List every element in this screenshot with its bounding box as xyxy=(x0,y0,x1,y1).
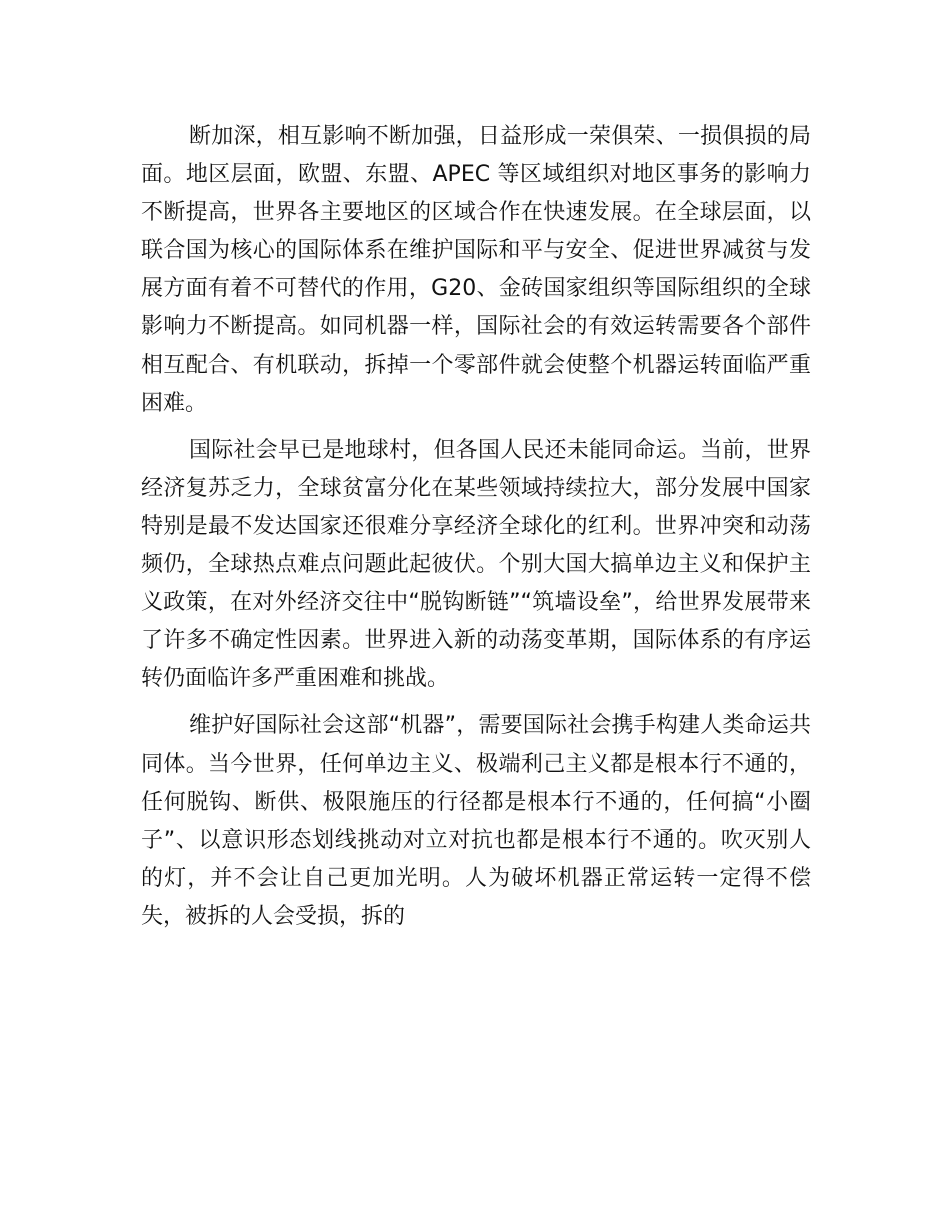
document-body xyxy=(141,118,811,945)
paragraph-2: 国际社会早已是地球村，但各国人民还未能同命运。当前，世界经济复苏乏力，全球贫富分化在某些领域持续拉大，部分发展中国家特别是最不发达国家还很难分享经济全球化的红利。世界冲突和动荡频仍，全球热点难点问题此起彼伏。个别大国大搞单边主义和保护主义政策，在对外经济交往中“脱钩断链”“筑墙设垒”，给世界发展带来了许多不确定性因素。世界进入新的动荡变革期，国际体系的有序运转仍面临许多严重困难和挑战。 xyxy=(141,437,811,692)
paragraph-3: 维护好国际社会这部“机器”，需要国际社会携手构建人类命运共同体。当今世界，任何单边主义、极端利己主义都是根本行不通的，任何脱钩、断供、极限施压的行径都是根本行不通的，任何搞“小圈子”、以意识形态划线挑动对立对抗也都是根本行不通的。吹灭别人的灯，并不会让自己更加光明。人为破坏机器正常运转一定得不偿失，被拆的人会受损，拆的 xyxy=(141,713,811,929)
paragraph-1: 断加深，相互影响不断加强，日益形成一荣俱荣、一损俱损的局面。地区层面，欧盟、东盟、APEC 等区域组织对地区事务的影响力不断提高，世界各主要地区的区域合作在快速发展。在全球层面，以联合国为核心的国际体系在维护国际和平与安全、促进世界减贫与发展方面有着不可替代的作用，G20、金砖国家组织等国际组织的全球影响力不断提高。如同机器一样，国际社会的有效运转需要各个部件相互配合、有机联动，拆掉一个零部件就会使整个机器运转面临严重困难。 xyxy=(141,124,811,416)
